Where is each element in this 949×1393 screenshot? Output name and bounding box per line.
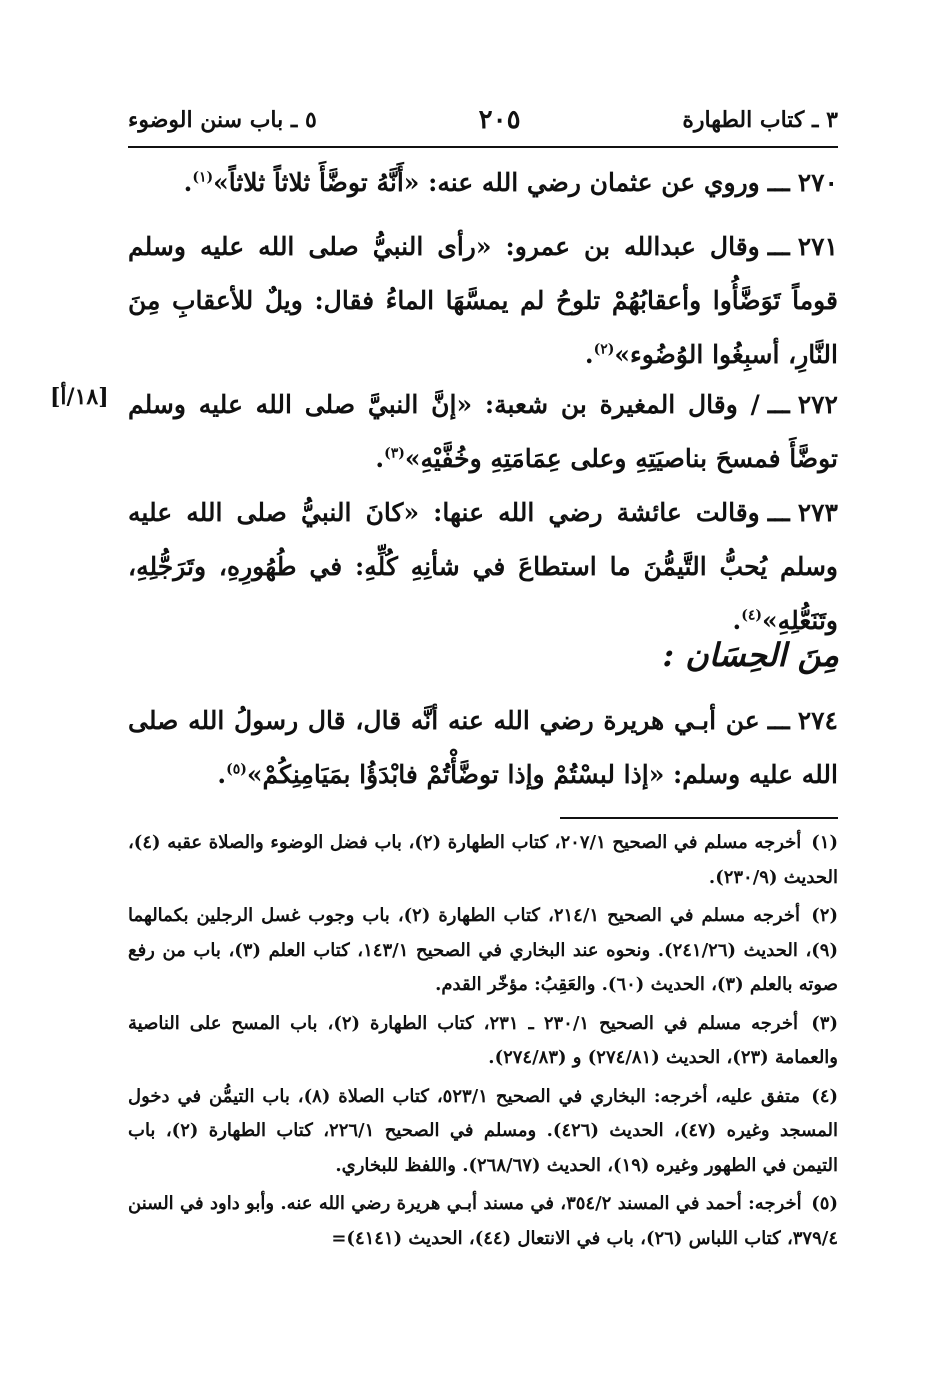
footnote-text: متفق عليه، أخرجه: البخاري في الصحيح ٥٢٣/١، كتاب الصلاة (٨)، باب التيمُّن في دخول المسجد وغيره (٤٧)، الحديث (٤٢٦). ومسلم في الصحيح ٢٢٦/١، كتاب الطهارة (٢)، باب التيمن في الطهور وغيره (١٩)، الحديث (٢٦٨/٦٧). واللفظ للبخاري. <box>128 1085 838 1176</box>
footnote-text: أخرجه مسلم في الصحيح ٢٠٧/١، كتاب الطهارة (٢)، باب فضل الوضوء والصلاة عقبه (٤)، الحديث (٢٣٠/٩). <box>128 832 838 888</box>
running-header <box>128 98 838 142</box>
footnote-ref: (٣) <box>384 445 405 462</box>
hadith-number: ٢٧٢ <box>797 390 838 419</box>
hadith-text: عن أبـي هريرة رضي الله عنه أنَّه قال، قال رسولُ الله صلى الله عليه وسلم: «إذا لبسْتُمْ وإذا توضَّأْتُمْ فابْدَؤُا بمَيَامِنِكُمْ» <box>128 706 838 789</box>
hadith-273: ٢٧٣ـــوقالت عائشة رضي الله عنها: «كانَ النبيُّ صلى الله عليه وسلم يُحبُّ التَّيمُّنَ ما استطاعَ في شأنِهِ كُلِّهِ: في طُهُورِهِ، وتَرَجُّلِهِ، وتَنَعُّلِهِ»$^{(٤)}$. <box>128 498 838 635</box>
hadith-number: ٢٧٠ <box>797 168 838 197</box>
footnote-text: أخرجه مسلم في الصحيح ٢٣٠/١ ـ ٢٣١، كتاب الطهارة (٢)، باب المسح على الناصية والعمامة (٢٣)، الحديث (٢٧٤/٨١) و (٢٧٤/٨٣). <box>128 1012 838 1068</box>
hadith-number: ٢٧١ <box>797 232 838 261</box>
footnote-ref: (٢) <box>593 341 615 358</box>
page-number: ٢٠٥ <box>478 105 521 135</box>
footnote-rule <box>560 817 838 819</box>
hadith-274: ٢٧٤ـــعن أبـي هريرة رضي الله عنه أنَّه قال، قال رسولُ الله صلى الله عليه وسلم: «إذا لبسْتُمْ وإذا توضَّأْتُمْ فابْدَؤُا بمَيَامِنِكُمْ»$^{(٥)}$. <box>128 706 838 789</box>
footnote-5 <box>128 1187 838 1256</box>
hadith-number: ٢٧٤ <box>797 706 838 735</box>
footnote-number: (٤) <box>811 1085 838 1107</box>
hadith-text: / وقال المغيرة بن شعبة: «إنَّ النبيَّ صلى الله عليه وسلم توضَّأَ فمسحَ بناصيَتِهِ وعلى عِمَامَتِهِ وخُفَّيْهِ» <box>128 390 838 473</box>
margin-folio-note: [١٨/أ] <box>50 384 109 410</box>
hadith-text: وروي عن عثمان رضي الله عنه: «أَنَّهُ توضَّأَ ثلاثاً ثلاثاً» <box>213 168 760 197</box>
hadith-271: ٢٧١ـــوقال عبدالله بن عمرو: «رأى النبيُّ صلى الله عليه وسلم قوماً تَوَضَّأُوا وأعقابُهُمْ تلوحُ لم يمسَّهَا الماءُ فقال: ويلٌ للأعقابِ مِنَ النَّارِ، أسبِغُوا الوُضُوء»$^{(٢)}$. <box>128 232 838 369</box>
footnote-ref: (١) <box>192 169 214 186</box>
footnote-number: (١) <box>811 832 838 853</box>
hadith-text: وقالت عائشة رضي الله عنها: «كانَ النبيُّ صلى الله عليه وسلم يُحبُّ التَّيمُّنَ ما استطاعَ في شأنِهِ كُلِّهِ: في طُهُورِهِ، وتَرَجُّلِهِ، وتَنَعُّلِهِ» <box>128 498 838 635</box>
footnotes <box>128 826 838 1260</box>
header-chapter: ٣ ـ كتاب الطهارة <box>682 107 838 133</box>
footnote-text: أخرجه مسلم في الصحيح ٢١٤/١، كتاب الطهارة (٢)، باب وجوب غسل الرجلين بكمالهما (٩)، الحديث (٢٤١/٢٦). ونحوه عند البخاري في الصحيح ١٤٣/١، كتاب العلم (٣)، باب من رفع صوته بالعلم (٣)، الحديث (٦٠). والعَقِبُ: مؤخّر القدم. <box>128 905 838 995</box>
hadith-272: ٢٧٢ـــ/ وقال المغيرة بن شعبة: «إنَّ النبيَّ صلى الله عليه وسلم توضَّأَ فمسحَ بناصيَتِهِ وعلى عِمَامَتِهِ وخُفَّيْهِ»$^{(٣)}$. <box>128 390 838 473</box>
footnote-4 <box>128 1080 838 1184</box>
hadith-text: وقال عبدالله بن عمرو: «رأى النبيُّ صلى الله عليه وسلم قوماً تَوَضَّأُوا وأعقابُهُمْ تلوحُ لم يمسَّهَا الماءُ فقال: ويلٌ للأعقابِ مِنَ النَّارِ، أسبِغُوا الوُضُوء» <box>128 232 838 369</box>
footnote-number: (٥) <box>811 1193 838 1214</box>
footnote-3 <box>128 1007 838 1076</box>
footnote-1 <box>128 826 838 895</box>
header-rule <box>128 146 838 148</box>
section-heading: مِنَ الحِسَان : <box>662 636 839 674</box>
footnote-number: (٢) <box>811 905 838 926</box>
footnote-2 <box>128 899 838 1003</box>
footnote-ref: (٤) <box>741 607 763 624</box>
footnote-number: (٣) <box>811 1012 838 1034</box>
footnote-text: أخرجه: أحمد في المسند ٣٥٤/٢، في مسند أبـي هريرة رضي الله عنه. وأبو داود في السنن ٣٧٩/٤، كتاب اللباس (٢٦)، باب في الانتعال (٤٤)، الحديث (٤١٤١)= <box>128 1193 838 1249</box>
hadith-number: ٢٧٣ <box>797 498 838 527</box>
hadith-270: ٢٧٠ـــوروي عن عثمان رضي الله عنه: «أَنَّهُ توضَّأَ ثلاثاً ثلاثاً»$^{(١)}$. <box>183 168 838 197</box>
header-section: ٥ ـ باب سنن الوضوء <box>128 107 317 133</box>
footnote-ref: (٥) <box>226 761 247 778</box>
